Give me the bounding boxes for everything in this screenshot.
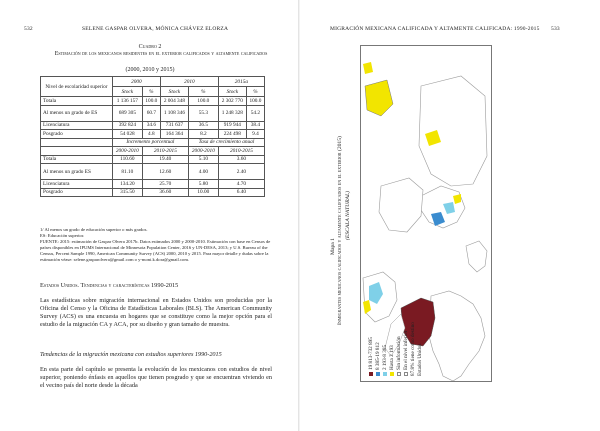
table-cell: 5.10	[188, 155, 218, 164]
row-label: Licenciatura	[41, 121, 113, 130]
table-cell: 4.70	[218, 180, 264, 189]
subsection-title: Tendencias de la migración mexicana con estudios superiores 1990-2015	[40, 351, 222, 358]
table-cell: 2 302 770	[218, 97, 246, 106]
legend-swatch	[369, 372, 373, 376]
row-label: Posgrado	[41, 130, 113, 139]
legend-swatch	[404, 372, 408, 376]
note-line: 1/ Al menos un grado de educación superior o más grados.	[40, 227, 148, 232]
stock-header: Stock	[160, 87, 188, 97]
running-head-left: SELENE GASPAR OLVERA, MÓNICA CHÁVEZ ELORZA	[82, 26, 229, 32]
greenland-outline	[466, 241, 487, 272]
table-cell: 110.60	[112, 155, 142, 164]
year-header: 2010	[160, 77, 218, 87]
table-row	[41, 130, 265, 139]
pct-header: %	[188, 87, 218, 97]
legend-label: 8 385-19 812	[375, 342, 381, 370]
table-cell: 1 248 328	[218, 105, 246, 121]
map-label: Mapa 1	[330, 238, 336, 255]
table-cell: 1 136 157	[112, 97, 142, 106]
table-cell: 2.40	[218, 164, 264, 180]
legend-item	[403, 331, 409, 376]
legend-swatch	[390, 372, 394, 376]
world-map	[360, 45, 492, 382]
table-row	[41, 121, 265, 130]
period-header: 2010-2015	[218, 147, 264, 156]
table-row	[41, 180, 265, 189]
legend-label: En el nivel inferior	[403, 330, 409, 370]
tasa-header: Tasa de crecimiento anual	[188, 138, 264, 147]
table-cell: 4.8	[142, 130, 160, 139]
legend-label: 2 193-8 385	[382, 344, 388, 370]
legend-note	[410, 322, 416, 376]
table-cell: 6.40	[218, 188, 264, 197]
map-subtitle: (ESCALA NATURAL)	[345, 191, 351, 240]
pct-header: %	[142, 87, 160, 97]
legend-item	[389, 345, 395, 376]
legend-swatch	[383, 372, 387, 376]
incr-header: Incremento porcentual	[112, 138, 188, 147]
table-row	[41, 105, 265, 121]
legend-item	[396, 336, 402, 376]
migration-table	[40, 76, 265, 197]
year-header: 2015a	[218, 77, 264, 87]
legend-item	[375, 342, 381, 376]
world-map-svg	[361, 46, 492, 382]
asia-outline	[419, 76, 487, 186]
africa-outline	[379, 178, 423, 232]
row-label: Al menos un grado ES	[41, 164, 113, 180]
australia-region	[365, 80, 393, 116]
table-cell: 100.0	[142, 97, 160, 106]
col-header-level: Nivel de escolaridad superior	[41, 77, 113, 97]
table-cell: 60.7	[142, 105, 160, 121]
legend-swatch	[376, 372, 380, 376]
table-cell: 34.6	[142, 121, 160, 130]
table-cell: 689 305	[112, 105, 142, 121]
legend-label: 19 813-732 895	[368, 337, 374, 370]
table-cell: 8.2	[188, 130, 218, 139]
table-label: Cuadro 2	[138, 44, 162, 50]
table-cell: 12.60	[142, 164, 188, 180]
table-notes	[40, 227, 272, 264]
period-header-row	[41, 147, 265, 156]
table-cell: 100.0	[246, 97, 264, 106]
table-cell: 4.00	[188, 164, 218, 180]
table-cell: 36.60	[142, 188, 188, 197]
table-cell: 9.4	[246, 130, 264, 139]
table-years: (2000, 2010 y 2015)	[125, 67, 175, 73]
page-number-left: 532	[24, 26, 33, 32]
mexico-region	[385, 314, 405, 356]
pct-header: %	[246, 87, 264, 97]
table-row	[41, 188, 265, 197]
legend-note-text: Estados Unidos	[417, 343, 423, 376]
table-cell: 54 028	[112, 130, 142, 139]
table-cell: 10.00	[188, 188, 218, 197]
page-number-right: 533	[551, 26, 560, 32]
section-title: Estados Unidos. Tendencias y características 1990-2015	[40, 282, 179, 289]
table-cell: 36.5	[188, 121, 218, 130]
new-zealand-region	[363, 62, 373, 74]
table-cell: 731 637	[160, 121, 188, 130]
table-row	[41, 164, 265, 180]
table-cell: 25.70	[142, 180, 188, 189]
table-cell: 3.60	[218, 155, 264, 164]
row-label: Al menos un grado de ES	[41, 105, 113, 121]
note-line: ES: Educación superior.	[40, 233, 85, 239]
table-cell: 392 824	[112, 121, 142, 130]
table-title: Estimación de los mexicanos residentes en el exterior calificados y altamente calificados	[54, 51, 268, 57]
table-cell: 38.4	[246, 121, 264, 130]
stock-header: Stock	[112, 87, 142, 97]
body-paragraph: Las estadísticas sobre migración internacional en Estados Unidos son producidas por la Oficina del Censo y la Oficina de Estadísticas Laborales (BLS). The American Community Survey (ACS) es una encuesta en hogares que se constituye como la mejor opción para el estudio de la migración CA y ACA, por su diseño y gran tamaño de muestra.	[40, 297, 272, 329]
note-line: FUENTE: 2015: estimación de Gaspar Olvera 2017b. Datos estimados 2000 y 2000-2010. Estimación con base en Censos de países disponibles en IPUMS Internacional de Minnesota Population Center, 2016 y UN-DESA, 2013; y U.S. Bureau of the Census, Percent Sample 1990, American Community Survey (ACS) 2000, 2010 y 2015. Para mayor detalle y dudas sobre la estimación véase: selene.gasparolvera@gmail.com o y-moni.k.dora@gmail.com.	[40, 239, 271, 263]
table-cell: 315.50	[112, 188, 142, 197]
period-header: 2010-2015	[142, 147, 188, 156]
legend-label: Hasta 2 193	[389, 345, 395, 370]
row-label: Posgrado	[41, 188, 113, 197]
table-cell: 919 944	[218, 121, 246, 130]
table-cell: 54.2	[246, 105, 264, 121]
legend-note	[417, 344, 423, 376]
table-cell: 55.3	[188, 105, 218, 121]
table-cell: 134.20	[112, 180, 142, 189]
legend-item	[382, 345, 388, 376]
row-label: Totala	[41, 97, 113, 106]
table-cell: 1 108 346	[160, 105, 188, 121]
table-cell: 2 004 348	[160, 97, 188, 106]
table-row	[41, 97, 265, 106]
growth-header-row	[41, 138, 265, 147]
legend-swatch	[397, 372, 401, 376]
running-head-right: MIGRACIÓN MEXICANA CALIFICADA Y ALTAMENTE CALIFICADA: 1990-2015	[330, 26, 540, 32]
table-cell: 5.80	[188, 180, 218, 189]
table-cell: 100.0	[188, 97, 218, 106]
table-cell: 19.40	[142, 155, 188, 164]
north-america-outline	[429, 291, 485, 381]
legend-label: Sin información	[396, 336, 402, 370]
table-cell: 164 364	[160, 130, 188, 139]
map-title: Inmigrantes mexicanos calificados y altamente calificados en el exterior (2015)	[337, 136, 343, 325]
legend-item	[368, 337, 374, 376]
period-header: 2000-2010	[188, 147, 218, 156]
table-cell: 81.10	[112, 164, 142, 180]
stock-header: Stock	[218, 87, 246, 97]
period-header: 2000-2010	[112, 147, 142, 156]
legend-note-text: 87.8% tiene como destino	[410, 322, 416, 376]
row-label: Totala	[41, 155, 113, 164]
table-row	[41, 155, 265, 164]
row-label: Licenciatura	[41, 180, 113, 189]
body-paragraph: En esta parte del capítulo se presenta la evolución de los mexicanos con estudios de nivel superior, poniendo énfasis en aquellos que tienen posgrado y que se encuentran viviendo en el vecino país del norte desde la década	[40, 366, 272, 390]
year-header: 2000	[112, 77, 160, 87]
table-cell: 224 498	[218, 130, 246, 139]
